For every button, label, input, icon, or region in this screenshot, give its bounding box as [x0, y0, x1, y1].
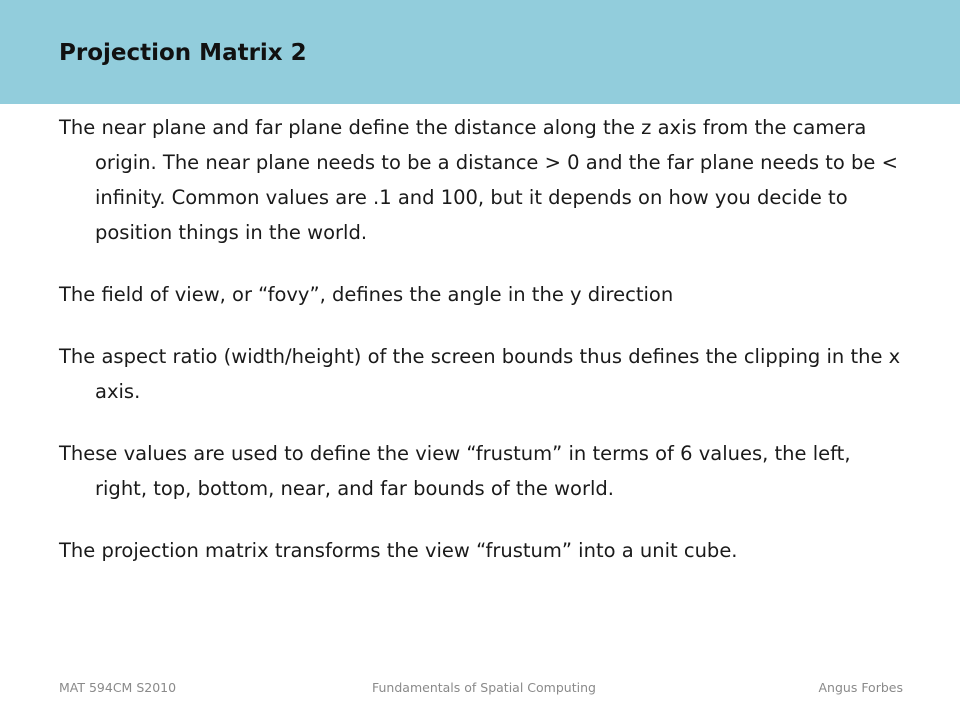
paragraph-field-of-view: The field of view, or “fovy”, defines the angle in the y direction [59, 283, 674, 306]
paragraph-near-far-planes: The near plane and far plane define the distance along the z axis from the camera origin. The near plane needs to be a distance > 0 and the far plane needs to be < infinity. Common values are .1 and 100, but it depends on how you decide to position things in the world. [59, 116, 898, 244]
paragraph-projection-matrix: The projection matrix transforms the view “frustum” into a unit cube. [59, 539, 738, 562]
footer-course-title: Fundamentals of Spatial Computing [372, 680, 596, 695]
paragraph-frustum-values: These values are used to define the view “frustum” in terms of 6 values, the left, right, top, bottom, near, and far bounds of the world. [59, 442, 851, 500]
title-bar [0, 0, 960, 104]
slide-body [59, 110, 907, 595]
footer-author: Angus Forbes [818, 680, 903, 695]
paragraph-aspect-ratio: The aspect ratio (width/height) of the screen bounds thus defines the clipping in the x axis. [59, 345, 901, 403]
footer-course-code: MAT 594CM S2010 [59, 680, 177, 695]
slide-title: Projection Matrix 2 [59, 40, 307, 66]
